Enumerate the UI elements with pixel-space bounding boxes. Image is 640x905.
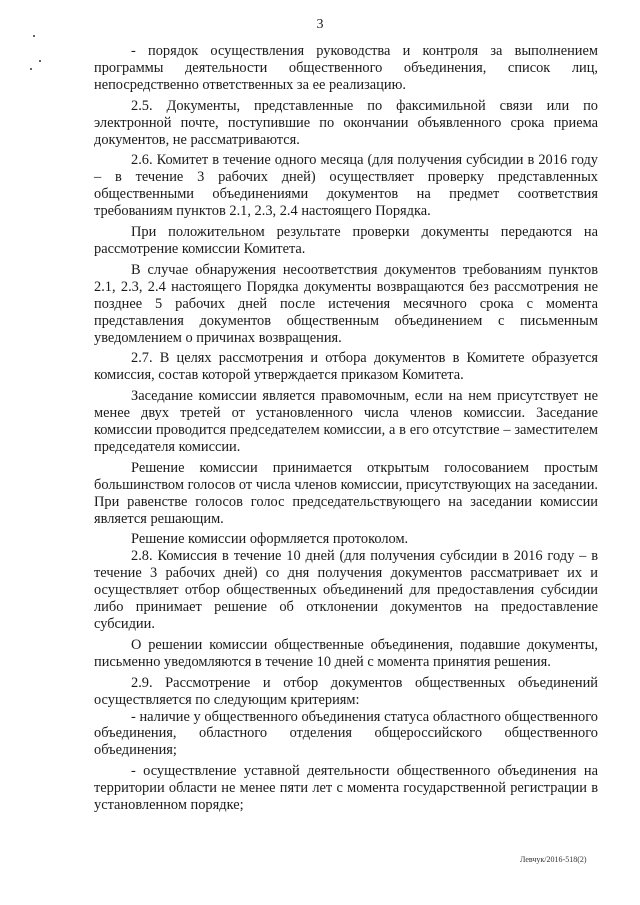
paragraph: 2.8. Комиссия в течение 10 дней (для получения субсидии в 2016 году – в течение 3 рабочих дней) со дня получения документов рассматривает их и осуществляет отбор общественных объединений для предоставления субсидии либо принимает решение об отклонении документов на предоставление субсидии. <box>94 548 598 632</box>
paragraph: Решение комиссии принимается открытым голосованием простым большинством голосов от числа членов комиссии, присутствующих на заседании. При равенстве голосов голос председательствующего на заседании комиссии является решающим. <box>94 459 598 527</box>
paragraph: Заседание комиссии является правомочным, если на нем присутствует не менее двух третей от установленного числа членов комиссии. Заседание комиссии проводится председателем комиссии, а в его отсутствие – заместителем председателя комиссии. <box>94 388 598 455</box>
document-code: Левчук/2016-518(2) <box>520 855 587 864</box>
paragraph: Решение комиссии оформляется протоколом. <box>131 531 409 548</box>
paragraph: В случае обнаружения несоответствия документов требованиям пунктов 2.1, 2.3, 2.4 настоящего Порядка документы возвращаются без рассмотрения не позднее 5 рабочих дней после истечения месячного срока с момента представления документов общественным объединением с письменным уведомлением о причинах возвращения. <box>94 261 598 346</box>
paragraph: 2.6. Комитет в течение одного месяца (для получения субсидии в 2016 году – в течение 3 рабочих дней) осуществляет проверку представленных общественными объединениями документов на предмет соответствия требованиям пунктов 2.1, 2.3, 2.4 настоящего Порядка. <box>94 152 598 220</box>
paragraph: - осуществление уставной деятельности общественного объединения на территории области не менее пяти лет с момента государственной регистрации в установленном порядке; <box>94 763 598 814</box>
scan-speck <box>33 35 35 37</box>
paragraph: 2.5. Документы, представленные по факсимильной связи или по электронной почте, поступившие по окончании объявленного срока приема документов, не рассматриваются. <box>94 97 598 148</box>
page-number: 3 <box>316 17 324 32</box>
document-body <box>94 43 598 818</box>
paragraph: 2.7. В целях рассмотрения и отбора документов в Комитете образуется комиссия, состав которой утверждается приказом Комитета. <box>94 350 598 384</box>
paragraph: О решении комиссии общественные объединения, подавшие документы, письменно уведомляются в течение 10 дней с момента принятия решения. <box>94 636 598 670</box>
paragraph: - наличие у общественного объединения статуса областного общественного объединения, областного отделения общероссийского общественного объединения; <box>94 708 598 759</box>
paragraph: При положительном результате проверки документы передаются на рассмотрение комиссии Комитета. <box>94 224 598 257</box>
scan-speck <box>30 68 32 70</box>
scan-speck <box>39 60 41 62</box>
paragraph: - порядок осуществления руководства и контроля за выполнением программы деятельности общественного объединения, список лиц, непосредственно ответственных за ее реализацию. <box>94 43 598 93</box>
paragraph: 2.9. Рассмотрение и отбор документов общественных объединений осуществляется по следующим критериям: <box>94 674 598 708</box>
